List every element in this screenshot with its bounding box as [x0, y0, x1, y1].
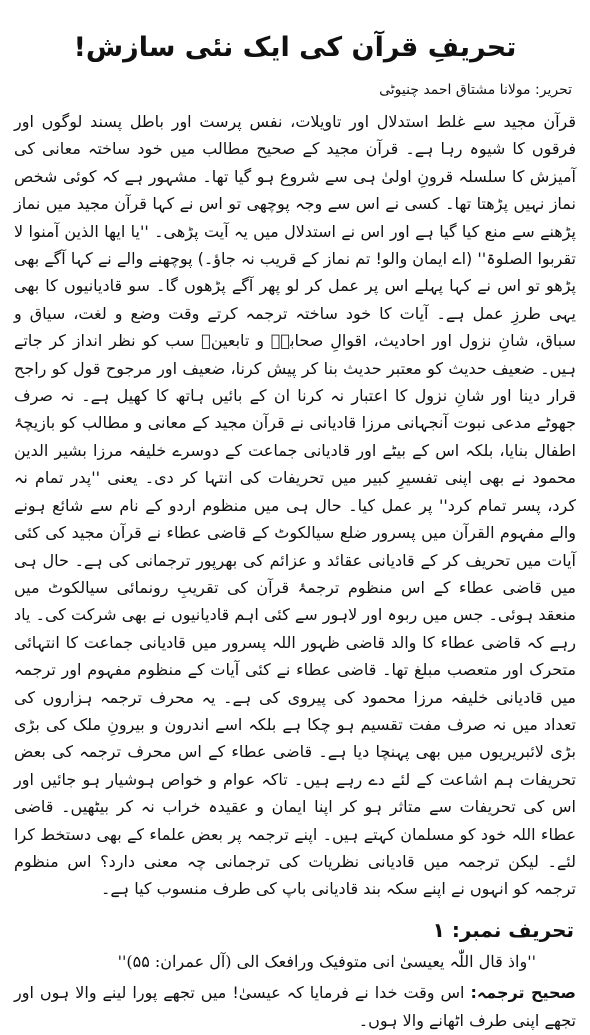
- article-paragraph: قرآن مجید سے غلط استدلال اور تاویلات، نفس پرست اور باطل پسند لوگوں اور فرقوں کا شیوہ رہا ہے۔ قرآن مجید کے صحیح مطالب میں خود ساختہ معانی کی آمیزش کا سلسلہ قرونِ اولیٰ ہی سے شروع ہو گیا تھا۔ مشہور ہے کہ کوئی شخص نماز نہیں پڑھتا تھا۔ کسی نے اس سے وجہ پوچھی تو اس نے کہا قرآن مجید میں نماز پڑھنے سے منع کیا گیا ہے اور اس نے استدلال میں یہ آیت پڑھی۔ ''یا ایھا الذین آمنوا لا تقربوا الصلوۃ'' (اے ایمان والو! تم نماز کے قریب نہ جاؤ۔) پوچھنے والے نے کہا آگے بھی پڑھو تو اس نے کہا پہلے اس پر عمل کر لو پھر آگے پڑھوں گا۔ سو قادیانیوں کا بھی یہی طرزِ عمل ہے۔ آیات کا خود ساختہ ترجمہ کرتے وقت وضع و لغت، سیاق و سباق، شانِ نزول اور احادیث، اقوالِ صحابہؓ و تابعینؒ سب کو نظر انداز کر جاتے ہیں۔ ضعیف حدیث کو معتبر حدیث بنا کر پیش کرنا، ضعیف اور مرجوح قول کو راجح قرار دینا اور شانِ نزول کا اعتبار نہ کرنا ان کے بائیں ہاتھ کا کھیل ہے۔ نہ صرف جھوٹے مدعی نبوت آنجہانی مرزا قادیانی نے قرآن مجید کے معانی و مطالب کو بازیچۂ اطفال بنایا، بلکہ اس کے بیٹے اور قادیانی جماعت کے دوسرے خلیفہ مرزا بشیر الدین محمود نے بھی اپنی تفسیرِ کبیر میں تحریفات کی انتہا کر دی۔ یعنی ''پدر تمام نہ کرد، پسر تمام کرد'' پر عمل کیا۔ حال ہی میں منظوم اردو کے نام سے شائع ہونے والے مفہوم القرآن میں پسرور ضلع سیالکوٹ کے قاضی عطاء نے قرآن مجید کی کئی آیات میں تحریف کر کے قادیانی عقائد و عزائم کی بھرپور ترجمانی کی ہے۔ حال ہی میں قاضی عطاء کے اس منظوم ترجمۂ قرآن کی تقریبِ رونمائی سیالکوٹ میں منعقد ہوئی۔ جس میں ربوہ اور لاہور سے کئی اہم قادیانیوں نے بھی شرکت کی۔ یاد رہے کہ قاضی عطاء کا والد قاضی ظہور اللہ پسرور میں قادیانی جماعت کا انتہائی متحرک اور متعصب مبلغ تھا۔ قاضی عطاء نے کئی آیات کے منظوم مفہوم اور ترجمہ میں قادیانی خلیفہ مرزا محمود کی پیروی کی ہے۔ یہ محرف ترجمہ ہزاروں کی تعداد میں نہ صرف مفت تقسیم ہو چکا ہے بلکہ اسے اندرون و بیرونِ ملک کی بڑی بڑی لائبریریوں میں بھی پہنچا دیا ہے۔ قاضی عطاء کے اس محرف ترجمہ کی بعض تحریفات ہم اشاعت کے لئے دے رہے ہیں۔ تاکہ عوام و خواص ہوشیار ہو جائیں اور اس کی تحریفات سے متاثر ہو کر اپنا ایمان و عقیدہ خراب نہ کر بیٹھیں۔ قاضی عطاء اللہ خود کو مسلمان کہتے ہیں۔ اپنے ترجمہ پر بعض علماء کے بھی دستخط کرا لئے۔ لیکن ترجمہ میں قادیانی نظریات کی ترجمانی چہ معنی دارد؟ اس منظوم ترجمہ کو انہوں نے اپنے سکہ بند قادیانی باپ کی طرف منسوب کیا ہے۔: [14, 112, 576, 899]
- section-heading: تحریف نمبر: ۱: [432, 917, 574, 942]
- translation-text: اس وقت خدا نے فرمایا کہ عیسیٰ! میں تجھے پورا لینے والا ہوں اور تجھے اپنی طرف اٹھانے والا ہوں۔: [14, 982, 576, 1030]
- verse-translation: [14, 979, 576, 1035]
- article-title: تحریفِ قرآن کی ایک نئی سازش!: [73, 32, 517, 63]
- author-byline: تحریر: مولانا مشتاق احمد چنیوٹی: [379, 82, 572, 98]
- quran-verse: ''واذ قال اللّٰہ یعیسیٰ انی متوفیک ورافعک الی (آل عمران: ۵۵)'': [117, 951, 536, 971]
- translation-label: صحیح ترجمہ:: [470, 982, 576, 1002]
